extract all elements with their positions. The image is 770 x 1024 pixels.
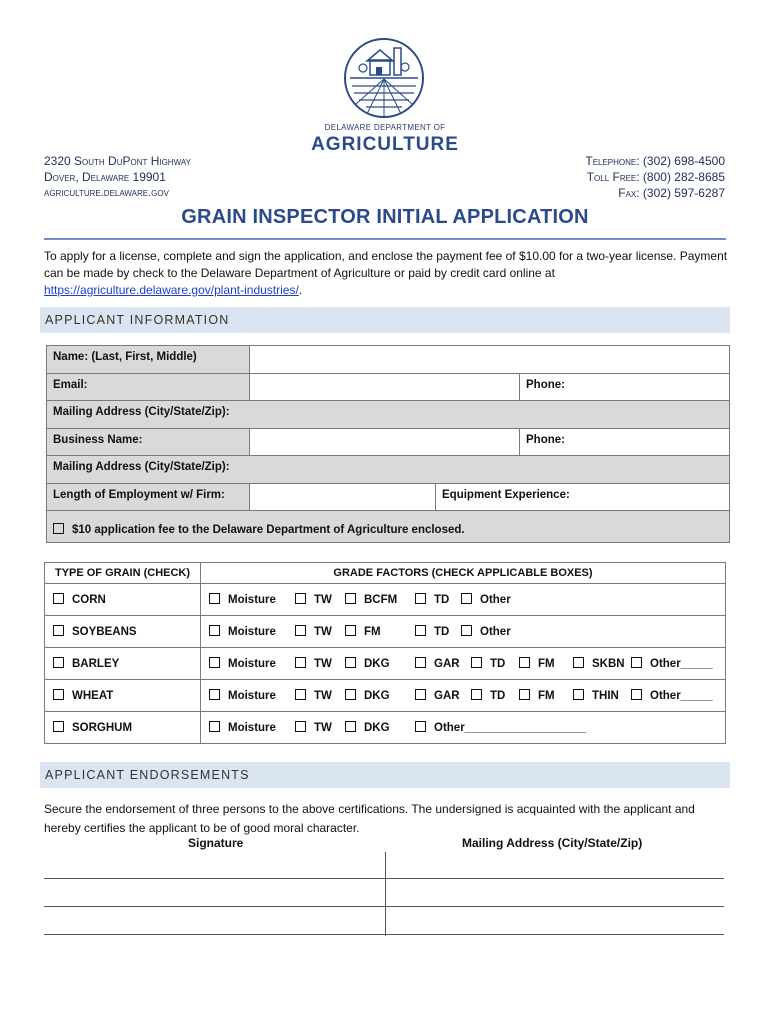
grain-row-sorghum <box>45 712 726 744</box>
factor-label: Moisture <box>228 658 276 670</box>
factor-checkbox[interactable] <box>573 657 584 668</box>
factor-checkbox[interactable] <box>471 657 482 668</box>
endorsements-section-header <box>40 762 730 788</box>
factor-checkbox[interactable] <box>415 657 426 668</box>
factor-label: SKBN <box>592 658 625 670</box>
column-divider <box>385 852 386 936</box>
factor-checkbox[interactable] <box>295 625 306 636</box>
factor-label: TD <box>490 658 506 670</box>
department-seal-logo <box>342 36 426 120</box>
factor-checkbox[interactable] <box>631 689 642 700</box>
factor-label: Other___________________ <box>434 722 587 734</box>
factor-label: Moisture <box>228 626 276 638</box>
grain-table <box>44 562 726 744</box>
email-label: Email: <box>47 373 250 401</box>
intro-text: To apply for a license, complete and sign the application, and enclose the payment fee of $10.00 for a two-year license. Payment can be made by check to the Delaware Department of Agriculture or paid by credit card online at <box>44 249 728 280</box>
intro-paragraph <box>44 248 728 299</box>
contact-block <box>585 153 725 201</box>
endorsement-line-3[interactable] <box>44 934 724 935</box>
fee-label: $10 application fee to the Delaware Department of Agriculture enclosed. <box>72 524 465 536</box>
fax: Fax: (302) 597-6287 <box>618 186 725 200</box>
factor-label: TW <box>314 626 332 638</box>
grain-row-barley <box>45 648 726 680</box>
barley-checkbox[interactable] <box>53 657 64 668</box>
factor-label: Moisture <box>228 722 276 734</box>
wheat-checkbox[interactable] <box>53 689 64 700</box>
form-title: GRAIN INSPECTOR INITIAL APPLICATION <box>181 206 589 228</box>
factor-checkbox[interactable] <box>345 593 356 604</box>
factor-label: Other <box>480 594 511 606</box>
factor-label: TW <box>314 722 332 734</box>
factor-checkbox[interactable] <box>415 689 426 700</box>
factor-checkbox[interactable] <box>415 593 426 604</box>
sorghum-checkbox[interactable] <box>53 721 64 732</box>
factor-checkbox[interactable] <box>345 625 356 636</box>
factor-label: TW <box>314 658 332 670</box>
factor-checkbox[interactable] <box>295 721 306 732</box>
plant-industries-link[interactable]: https://agriculture.delaware.gov/plant-industries/ <box>44 283 299 297</box>
business-name-field[interactable] <box>250 428 520 456</box>
phone-label-2: Phone: <box>526 433 565 446</box>
factor-checkbox[interactable] <box>345 689 356 700</box>
grain-row-wheat <box>45 680 726 712</box>
phone-label: Phone: <box>526 378 565 391</box>
equipment-label: Equipment Experience: <box>442 488 570 501</box>
name-label: Name: (Last, First, Middle) <box>47 346 250 374</box>
employment-field[interactable] <box>250 483 436 511</box>
factor-checkbox[interactable] <box>209 657 220 668</box>
endorsement-line-2[interactable] <box>44 906 724 907</box>
title-divider <box>44 238 726 240</box>
factor-checkbox[interactable] <box>631 657 642 668</box>
factor-label: THIN <box>592 690 619 702</box>
factor-label: Other <box>480 626 511 638</box>
soybeans-checkbox[interactable] <box>53 625 64 636</box>
grain-row-corn <box>45 584 726 616</box>
dept-line: DELAWARE DEPARTMENT OF <box>324 123 446 132</box>
website[interactable]: agriculture.delaware.gov <box>44 187 169 199</box>
grain-type-header: TYPE OF GRAIN (CHECK) <box>45 563 201 584</box>
factor-checkbox[interactable] <box>295 657 306 668</box>
grain-label: BARLEY <box>72 658 120 670</box>
factor-checkbox[interactable] <box>461 625 472 636</box>
factor-label: Moisture <box>228 594 276 606</box>
factor-label: FM <box>538 690 555 702</box>
factor-checkbox[interactable] <box>461 593 472 604</box>
factor-label: FM <box>364 626 381 638</box>
factor-label: FM <box>538 658 555 670</box>
factor-checkbox[interactable] <box>209 689 220 700</box>
corn-checkbox[interactable] <box>53 593 64 604</box>
section-title: APPLICANT INFORMATION <box>45 313 230 327</box>
factor-label: TW <box>314 594 332 606</box>
factor-checkbox[interactable] <box>519 689 530 700</box>
section-title: APPLICANT ENDORSEMENTS <box>45 768 250 782</box>
grain-label: SORGHUM <box>72 722 133 734</box>
fee-row <box>47 511 730 543</box>
mailing-label: Mailing Address (City/State/Zip): <box>53 406 230 418</box>
mailing-address-header: Mailing Address (City/State/Zip) <box>462 836 643 850</box>
factor-checkbox[interactable] <box>209 593 220 604</box>
grade-factors-header: GRADE FACTORS (CHECK APPLICABLE BOXES) <box>201 563 726 584</box>
grain-row-soybeans <box>45 616 726 648</box>
factor-checkbox[interactable] <box>471 689 482 700</box>
city-state-zip: Dover, Delaware 19901 <box>44 170 166 184</box>
factor-checkbox[interactable] <box>295 689 306 700</box>
telephone: Telephone: (302) 698-4500 <box>585 154 725 168</box>
factor-label: TD <box>490 690 506 702</box>
equipment-field[interactable] <box>436 483 730 511</box>
business-mailing-field[interactable] <box>47 456 730 484</box>
intro-end: . <box>298 283 303 297</box>
email-field[interactable] <box>250 373 520 401</box>
applicant-info-table <box>46 345 730 543</box>
signature-header: Signature <box>188 836 244 850</box>
toll-free: Toll Free: (800) 282-8685 <box>586 170 725 184</box>
mailing-label-2: Mailing Address (City/State/Zip): <box>53 461 230 473</box>
factor-label: DKG <box>364 690 390 702</box>
business-phone-field[interactable] <box>520 428 730 456</box>
name-field[interactable] <box>250 346 730 374</box>
applicant-section-header <box>40 307 730 333</box>
business-label: Business Name: <box>47 428 250 456</box>
factor-checkbox[interactable] <box>209 625 220 636</box>
factor-label: TD <box>434 594 450 606</box>
factor-checkbox[interactable] <box>573 689 584 700</box>
factor-label: DKG <box>364 722 390 734</box>
agency-name: AGRICULTURE <box>311 134 459 155</box>
factor-label: Other_____ <box>650 658 713 670</box>
address-block <box>44 153 191 201</box>
factor-label: DKG <box>364 658 390 670</box>
factor-checkbox[interactable] <box>209 721 220 732</box>
factor-label: TD <box>434 626 450 638</box>
fee-checkbox[interactable] <box>53 523 64 534</box>
mailing-address-field[interactable] <box>47 401 730 429</box>
factor-checkbox[interactable] <box>415 625 426 636</box>
grain-label: SOYBEANS <box>72 626 137 638</box>
factor-checkbox[interactable] <box>345 657 356 668</box>
factor-checkbox[interactable] <box>295 593 306 604</box>
factor-label: Moisture <box>228 690 276 702</box>
factor-label: BCFM <box>364 594 398 606</box>
factor-checkbox[interactable] <box>415 721 426 732</box>
factor-label: GAR <box>434 658 460 670</box>
phone-field[interactable] <box>520 373 730 401</box>
employment-label: Length of Employment w/ Firm: <box>47 483 250 511</box>
endorsement-line-1[interactable] <box>44 878 724 879</box>
endorsement-instructions: Secure the endorsement of three persons to the above certifications. The undersigned is acquainted with the applicant and hereby certifies the applicant to be of good moral character. <box>44 802 695 835</box>
factor-label: TW <box>314 690 332 702</box>
factor-label: GAR <box>434 690 460 702</box>
factor-checkbox[interactable] <box>345 721 356 732</box>
street-address: 2320 South DuPont Highway <box>44 154 191 168</box>
grain-label: WHEAT <box>72 690 114 702</box>
grain-label: CORN <box>72 594 106 606</box>
factor-label: Other_____ <box>650 690 713 702</box>
factor-checkbox[interactable] <box>519 657 530 668</box>
